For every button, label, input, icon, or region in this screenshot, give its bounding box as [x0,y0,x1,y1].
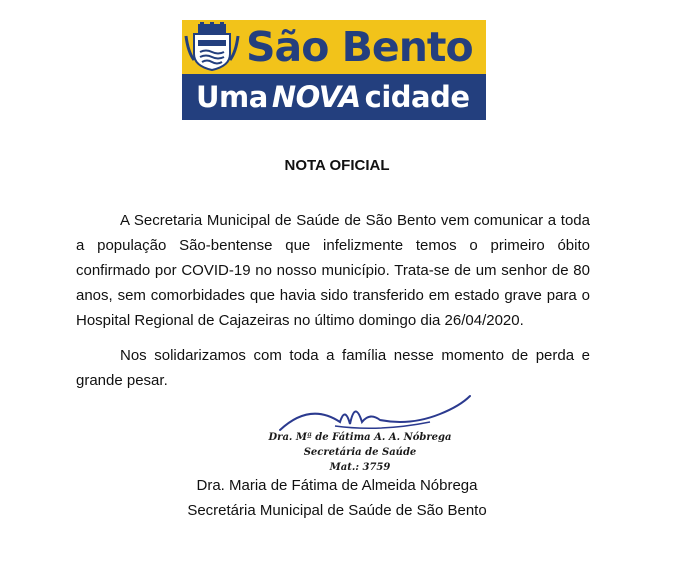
signer-name: Dra. Maria de Fátima de Almeida Nóbrega [196,477,478,494]
signer-role: Secretária Municipal de Saúde de São Bento [187,502,487,519]
body-paragraph: Nos solidarizamos com toda a família nesse momento de perda e grande pesar. [76,347,590,389]
tagline-post: cidade [364,80,470,114]
tagline-pre: Uma [196,80,268,114]
body-paragraph: A Secretaria Municipal de Saúde de São Bento vem comunicar a toda a população São-bentense que infelizmente temos o primeiro óbito confirmado por COVID-19 no nosso município. Trata-se de um senhor de 80 anos, sem comorbidades que havia sido transferido em estado grave para o Hospital Regional de Cajazeiras no último domingo dia 26/04/2020. [76,212,590,329]
document-title: NOTA OFICIAL [284,157,390,174]
stamp-line-name: Dra. Mª de Fátima A. A. Nóbrega [268,432,452,443]
tagline-emphasis: NOVA [271,80,361,114]
logo-tagline [196,74,486,120]
logo-title: São Bento [246,23,473,71]
city-crest-icon [184,22,240,72]
stamp-line-title: Secretária de Saúde [303,447,417,458]
stamp-line-registration: Mat.: 3759 [329,462,391,473]
sao-bento-logo [182,20,486,120]
signature-stamp [240,392,480,478]
